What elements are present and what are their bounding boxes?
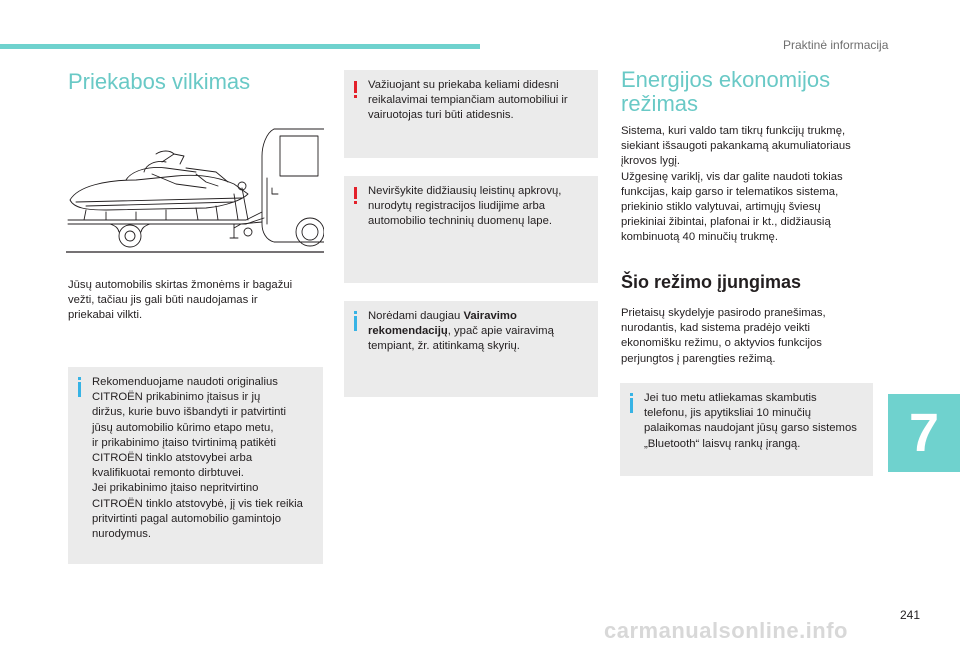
info-mark-icon [354, 311, 357, 331]
info-mark-icon [78, 377, 81, 397]
activation-body-text: Prietaisų skydelyje pasirodo pranešimas, nurodantis, kad sistema pradėjo veikti ekonomišku režimu, o aktyvios funkcijos perjungtos į parengties režimą. [621, 307, 826, 365]
info-note-phone [620, 383, 873, 476]
page-title: Priekabos vilkimas [68, 69, 251, 94]
driving-recommendations-link[interactable]: Vairavimo rekomendacijų [368, 310, 517, 338]
watermark: carmanualsonline.info [604, 618, 848, 643]
info-text-driving [368, 309, 588, 355]
exclamation-mark-icon [354, 187, 357, 204]
header-accent-bar [0, 44, 480, 49]
recommendation-text: Rekomenduojame naudoti originalius CITROËN prikabinimo įtaisus ir jų diržus, kurie buvo išbandyti ir patvirtinti jūsų automobilio kūrimo etapo metu, ir prikabinimo įtaiso tvirtinimą patikėti CITROËN tinklo atstovybei arba kvalifikuotai remonto dirbtuvei. Jei prikabinimo įtaiso nepritvirtino CITROËN tinklo atstovybė, jį vis tiek reikia pritvirtinti pagal automobilio gamintojo nurodymus. [92, 376, 303, 541]
warning-note-1 [344, 70, 598, 158]
exclamation-mark-icon [354, 81, 357, 98]
energy-body-text: Sistema, kuri valdo tam tikrų funkcijų trukmę, siekiant išsaugoti pakankamą akumuliatoriaus įkrovos lygį. Užgesinę variklį, vis dar galite naudoti tokias funkcijas, kaip garso ir telematikos sistema, priekinio stiklo valytuvai, artimųjų šviesų priekiniai žibintai, plafonai ir kt., didžiausią kombinuotą 40 minučių trukmę. [621, 125, 851, 244]
intro-text: Jūsų automobilis skirtas žmonėms ir bagažui vežti, tačiau jis gali būti naudojamas ir priekabai vilkti. [68, 279, 293, 322]
info-text-phone: Jei tuo metu atliekamas skambutis telefonu, jis apytiksliai 10 minučių palaikomas naudojant jūsų garso sistemos „Bluetooth“ laisvų rankų įrangą. [644, 392, 857, 450]
subheading-activation: Šio režimo įjungimas [621, 272, 802, 292]
jet-ski-trailer-image [66, 128, 324, 256]
chapter-tab: 7 [888, 394, 960, 472]
info-prefix: Norėdami daugiau [368, 310, 464, 322]
info-mark-icon [630, 393, 633, 413]
section-heading-energy: Energijos ekonomijos režimas [621, 67, 831, 116]
warning-text-2: Neviršykite didžiausių leistinų apkrovų, nurodytų registracijos liudijime arba automobilio techninių duomenų lape. [368, 185, 562, 228]
info-suffix: , ypač apie vairavimą tempiant, žr. atitinkamą skyrių. [368, 325, 554, 353]
info-note-driving [344, 301, 598, 397]
section-title: Praktinė informacija [783, 38, 889, 52]
warning-note-2 [344, 176, 598, 283]
warning-text-1: Važiuojant su priekaba keliami didesni reikalavimai tempiančiam automobiliui ir vairuotojas turi būti atidesnis. [368, 79, 568, 122]
page-number: 241 [900, 608, 921, 622]
recommendation-note [68, 367, 323, 564]
trailer-illustration [66, 128, 324, 256]
